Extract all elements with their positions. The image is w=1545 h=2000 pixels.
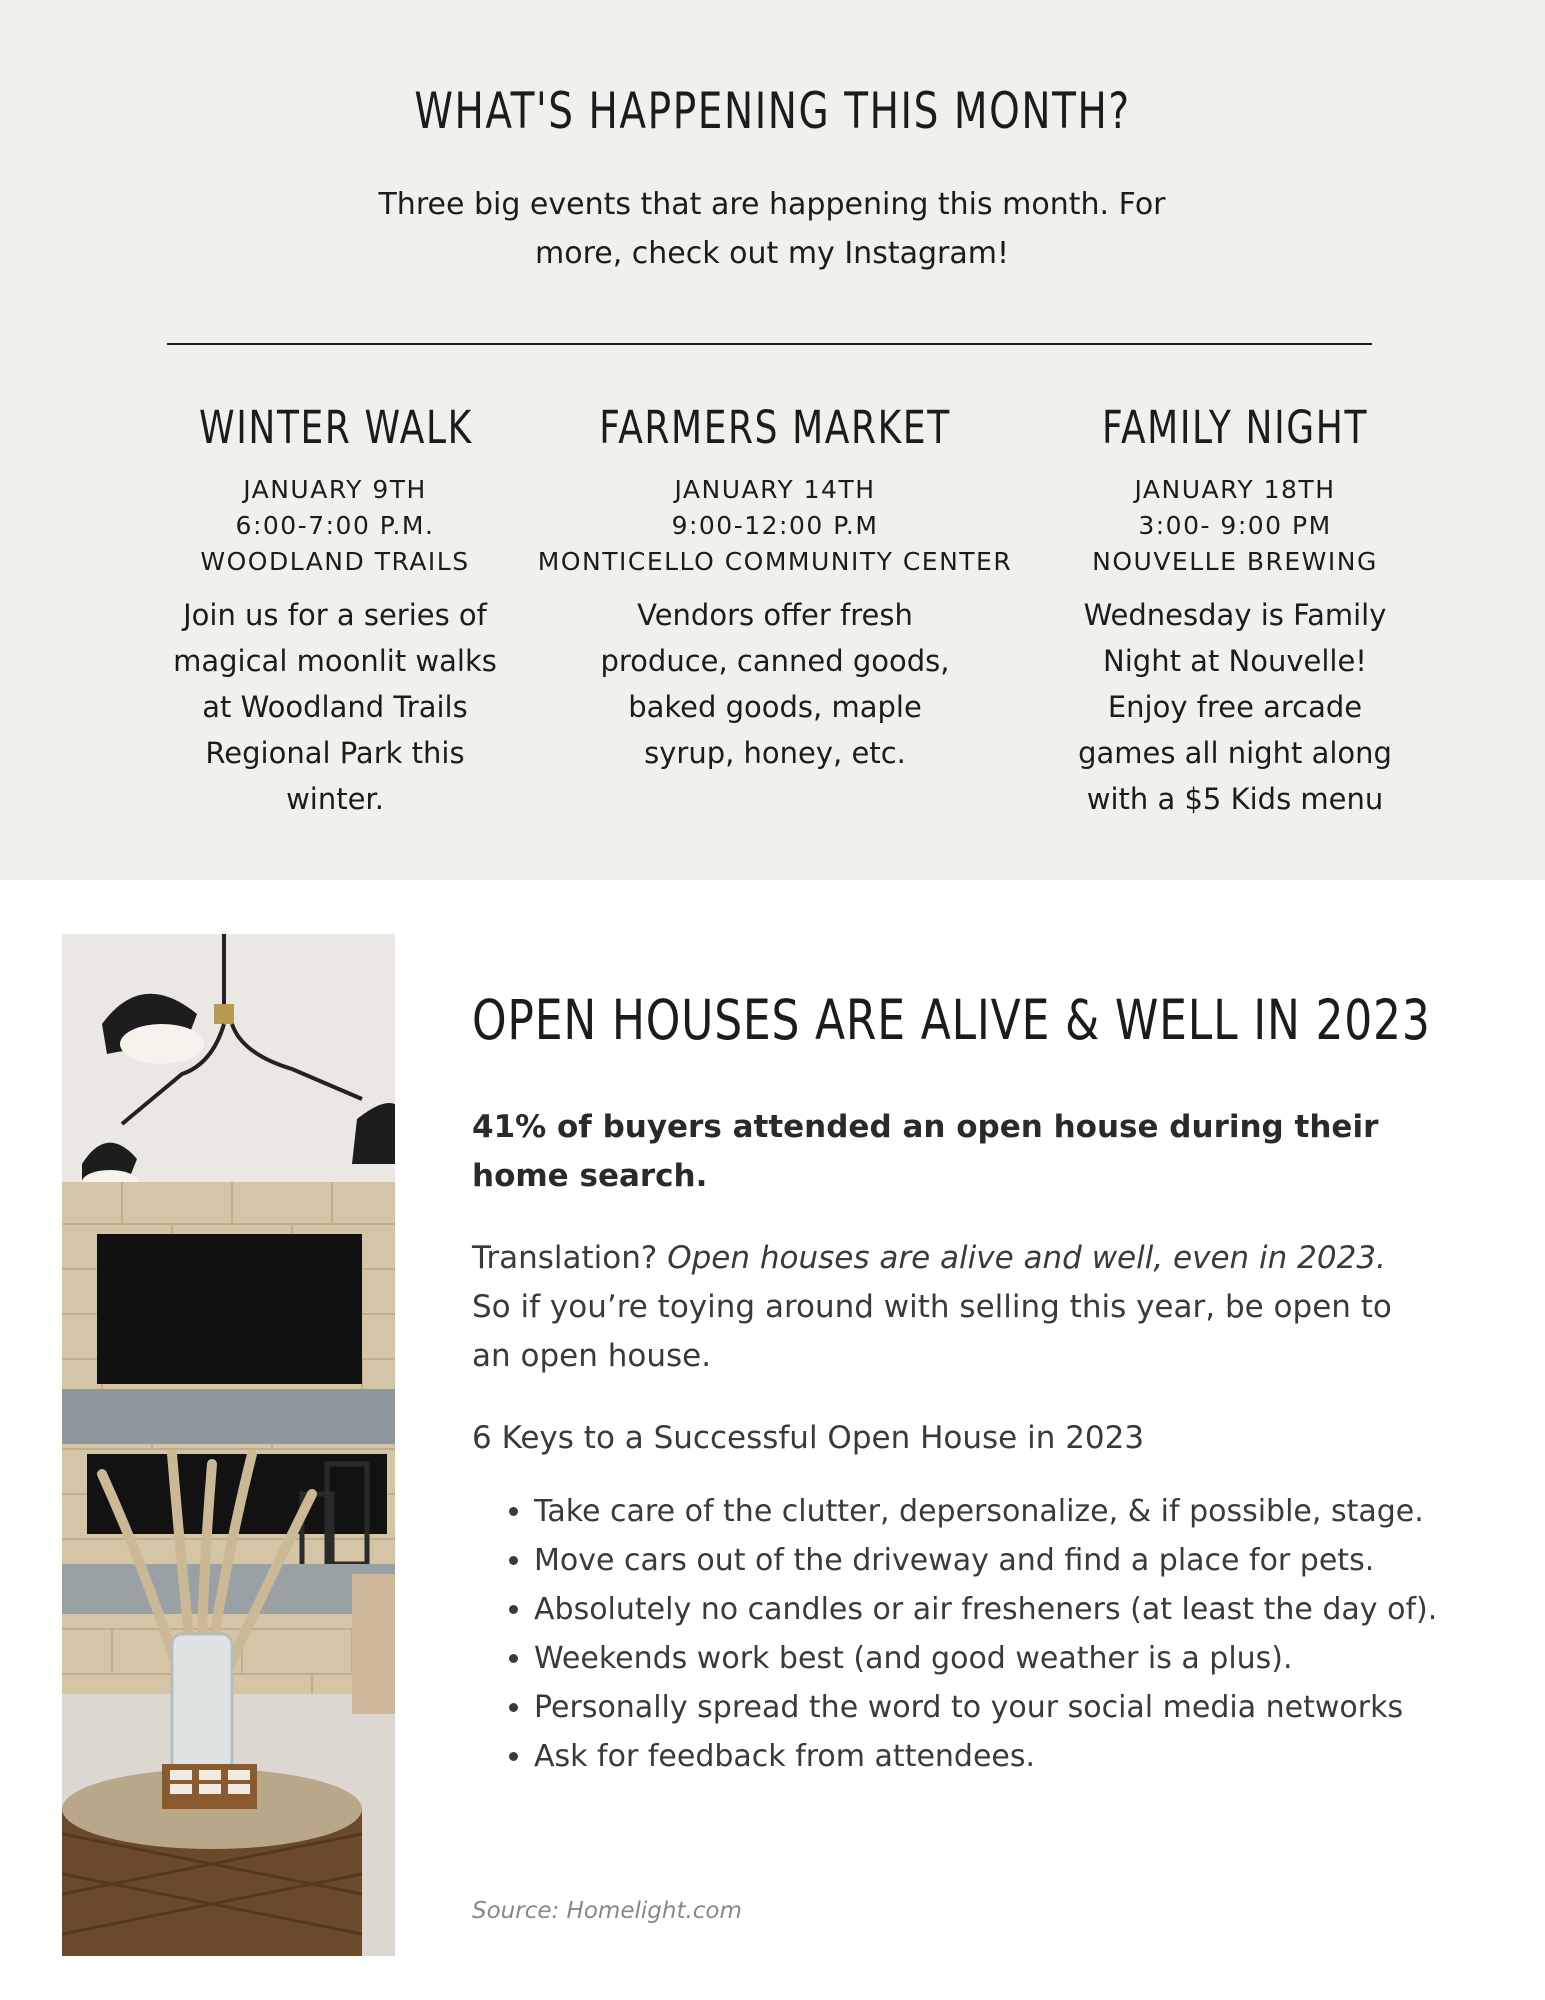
description-line: Wednesday is Family [1083,598,1387,632]
keys-heading: 6 Keys to a Successful Open House in 2023 [472,1420,1145,1456]
description-line: Vendors offer fresh [637,598,913,632]
event-date: JANUARY 18TH [1134,475,1336,504]
intro-line-2: more, check out my Instagram! [535,236,1009,271]
article-paragraph [472,1234,1432,1381]
divider [167,343,1372,345]
event-meta [165,472,505,580]
description-line: Regional Park this [205,736,465,770]
event-winter-walk [165,398,505,822]
list-item: • Absolutely no candles or air fresheners (at least the day of). [534,1585,1472,1634]
source-citation: Source: Homelight.com [472,1898,742,1924]
list-item: • Ask for feedback from attendees. [534,1732,1472,1781]
list-item: • Personally spread the word to your social media networks [534,1683,1472,1732]
event-time: 3:00- 9:00 PM [1138,511,1332,540]
para-italic: Open houses are alive and well, even in 2023. [667,1240,1386,1276]
article [472,985,1472,1781]
para-suffix: So if you’re toying around with selling this year, be open to an open house. [472,1289,1392,1374]
intro-line-1: Three big events that are happening this month. For [378,187,1166,222]
keys-list [472,1487,1472,1781]
description-line: games all night along [1078,736,1392,770]
event-location: WOODLAND TRAILS [200,547,470,576]
event-time: 9:00-12:00 P.M [671,511,879,540]
intro-text [372,180,1172,278]
event-meta [530,472,1020,580]
event-location: MONTICELLO COMMUNITY CENTER [537,547,1013,576]
description-line: syrup, honey, etc. [644,736,906,770]
event-title: WINTER WALK [199,401,473,454]
page-title: WHAT'S HAPPENING THIS MONTH? [414,82,1131,140]
event-description [530,592,1020,776]
description-line: Enjoy free arcade [1107,690,1363,724]
living-room-photo [62,934,395,1956]
event-farmers-market [530,398,1020,776]
article-title: OPEN HOUSES ARE ALIVE & WELL IN 2023 [472,988,1431,1052]
events-section [0,0,1545,880]
description-line: at Woodland Trails [202,690,468,724]
event-family-night [1055,398,1415,822]
event-meta [1055,472,1415,580]
event-description [165,592,505,822]
description-line: magical moonlit walks [173,644,497,678]
list-item: • Move cars out of the driveway and find a place for pets. [534,1536,1472,1585]
description-line: produce, canned goods, [600,644,950,678]
list-item: • Weekends work best (and good weather is a plus). [534,1634,1472,1683]
event-title: FAMILY NIGHT [1101,401,1369,454]
description-line: winter. [286,782,384,816]
article-stat: 41% of buyers attended an open house during their home search. [472,1109,1379,1194]
list-item: • Take care of the clutter, depersonalize, & if possible, stage. [534,1487,1472,1536]
description-line: baked goods, maple [628,690,922,724]
description-line: Join us for a series of [183,598,487,632]
event-date: JANUARY 14TH [674,475,876,504]
para-prefix: Translation? [472,1240,668,1276]
event-title: FARMERS MARKET [599,401,951,454]
event-description [1055,592,1415,822]
event-date: JANUARY 9TH [243,475,427,504]
description-line: Night at Nouvelle! [1103,644,1367,678]
event-location: NOUVELLE BREWING [1092,547,1378,576]
description-line: with a $5 Kids menu [1086,782,1384,816]
event-time: 6:00-7:00 P.M. [235,511,435,540]
